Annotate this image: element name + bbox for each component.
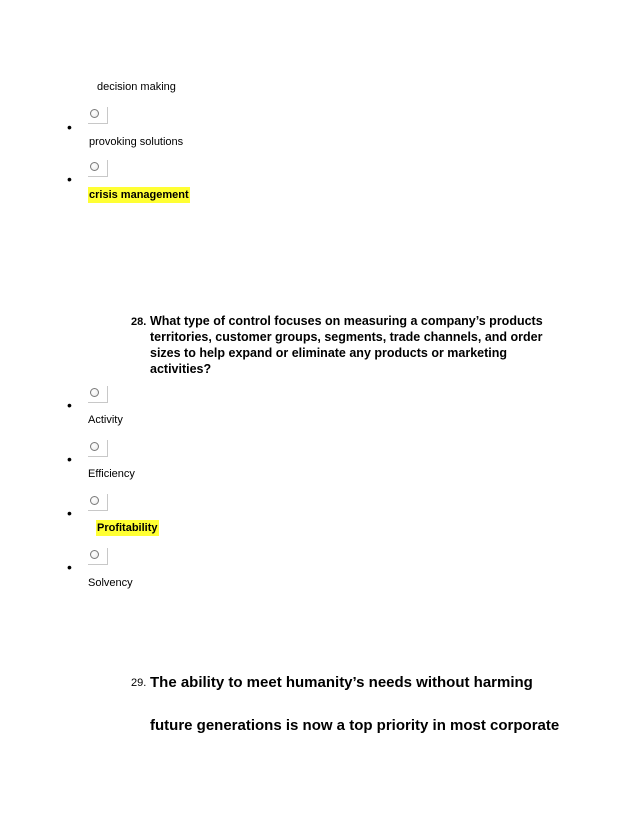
bullet-icon: • <box>67 119 72 135</box>
bullet-icon: • <box>67 505 72 521</box>
option-label: decision making <box>97 81 176 93</box>
bullet-icon: • <box>67 397 72 413</box>
option-label-highlighted: crisis management <box>89 189 189 201</box>
radio-button[interactable] <box>88 107 108 124</box>
radio-button-icon[interactable] <box>90 162 99 171</box>
radio-button[interactable] <box>88 440 108 457</box>
bullet-icon: • <box>67 451 72 467</box>
radio-button[interactable] <box>88 386 108 403</box>
option-label: Efficiency <box>88 468 135 480</box>
question-number: 29. <box>131 677 147 689</box>
option-label-highlighted: Profitability <box>97 522 158 534</box>
radio-button-icon[interactable] <box>90 442 99 451</box>
question-number: 28. <box>131 316 147 328</box>
bullet-icon: • <box>67 559 72 575</box>
question-text-line: The ability to meet humanity’s needs without harming <box>150 674 533 691</box>
radio-button-icon[interactable] <box>90 496 99 505</box>
question-text: What type of control focuses on measuring a company’s products territories, customer groups, segments, trade channels, and order sizes to help expand or eliminate any products or marketing activities? <box>150 314 543 376</box>
option-label: Solvency <box>88 577 133 589</box>
radio-button-icon[interactable] <box>90 550 99 559</box>
radio-button[interactable] <box>88 494 108 511</box>
radio-button-icon[interactable] <box>90 109 99 118</box>
bullet-icon: • <box>67 171 72 187</box>
radio-button[interactable] <box>88 548 108 565</box>
radio-button[interactable] <box>88 160 108 177</box>
option-label: provoking solutions <box>89 136 184 148</box>
radio-button-icon[interactable] <box>90 388 99 397</box>
option-label: Activity <box>88 414 123 426</box>
question-text-line: future generations is now a top priority in most corporate <box>150 717 560 734</box>
